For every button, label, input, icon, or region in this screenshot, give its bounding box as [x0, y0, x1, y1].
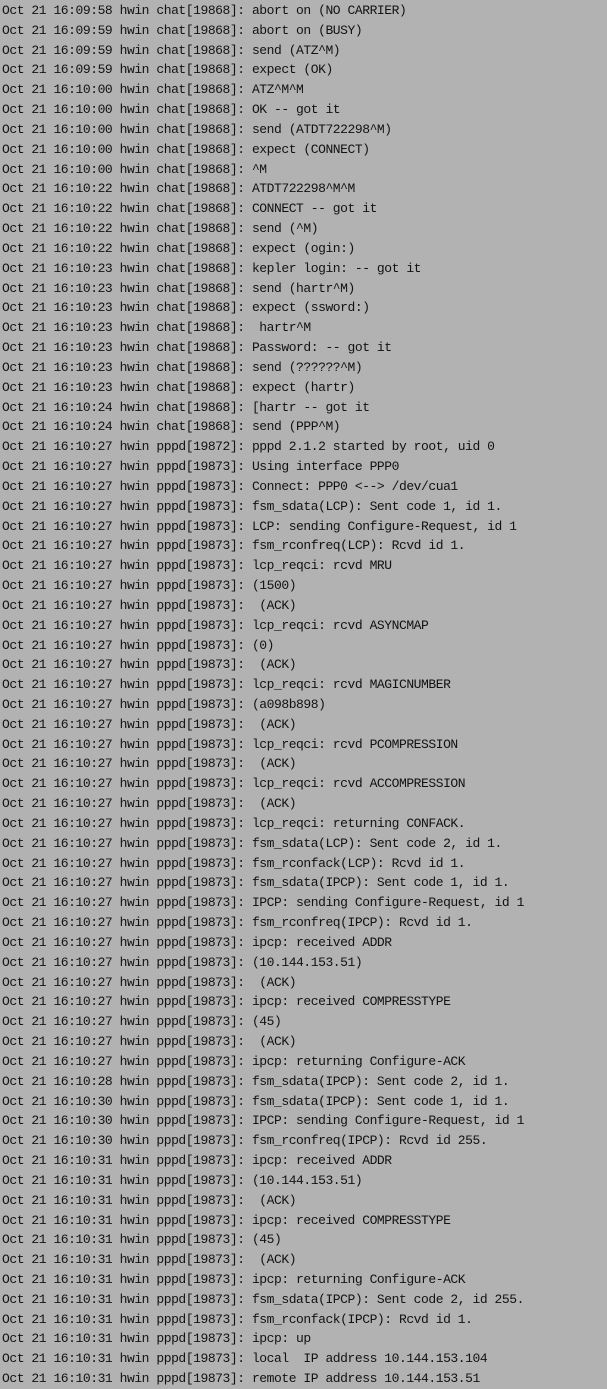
- log-line: Oct 21 16:10:23 hwin chat[19868]: kepler login: -- got it: [2, 260, 422, 276]
- log-line: Oct 21 16:10:27 hwin pppd[19873]: (45): [2, 1014, 282, 1030]
- log-line: Oct 21 16:10:27 hwin pppd[19873]: lcp_reqci: rcvd MAGICNUMBER: [2, 677, 451, 693]
- log-line: Oct 21 16:10:27 hwin pppd[19873]: (a098b898): [2, 696, 326, 712]
- log-line: Oct 21 16:10:27 hwin pppd[19873]: fsm_sdata(LCP): Sent code 2, id 1.: [2, 835, 502, 851]
- log-line: Oct 21 16:10:27 hwin pppd[19873]: (1500): [2, 578, 297, 594]
- log-line: Oct 21 16:10:27 hwin pppd[19872]: pppd 2.1.2 started by root, uid 0: [2, 439, 495, 455]
- log-line: Oct 21 16:10:27 hwin pppd[19873]: fsm_rconfreq(IPCP): Rcvd id 1.: [2, 915, 473, 931]
- log-line: Oct 21 16:10:27 hwin pppd[19873]: lcp_reqci: rcvd PCOMPRESSION: [2, 736, 458, 752]
- log-line: Oct 21 16:10:31 hwin pppd[19873]: local IP address 10.144.153.104: [2, 1351, 488, 1367]
- log-line: Oct 21 16:10:27 hwin pppd[19873]: ipcp: received ADDR: [2, 934, 392, 950]
- log-line: Oct 21 16:10:27 hwin pppd[19873]: (ACK): [2, 796, 297, 812]
- log-line: Oct 21 16:10:00 hwin chat[19868]: ATZ^M^M: [2, 82, 304, 98]
- log-line: Oct 21 16:10:30 hwin pppd[19873]: fsm_rconfreq(IPCP): Rcvd id 255.: [2, 1133, 488, 1149]
- log-line: Oct 21 16:10:00 hwin chat[19868]: send (ATDT722298^M): [2, 121, 392, 137]
- log-line: Oct 21 16:10:27 hwin pppd[19873]: ipcp: received COMPRESSTYPE: [2, 994, 451, 1010]
- log-line: Oct 21 16:10:27 hwin pppd[19873]: lcp_reqci: returning CONFACK.: [2, 815, 466, 831]
- log-line: Oct 21 16:10:27 hwin pppd[19873]: LCP: sending Configure-Request, id 1: [2, 518, 517, 534]
- log-line: Oct 21 16:10:23 hwin chat[19868]: expect (ssword:): [2, 300, 370, 316]
- log-line: Oct 21 16:10:22 hwin chat[19868]: send (^M): [2, 221, 319, 237]
- log-line: Oct 21 16:10:31 hwin pppd[19873]: ipcp: received ADDR: [2, 1153, 392, 1169]
- log-line: Oct 21 16:10:27 hwin pppd[19873]: fsm_sdata(LCP): Sent code 1, id 1.: [2, 498, 502, 514]
- log-line: Oct 21 16:10:27 hwin pppd[19873]: (ACK): [2, 657, 297, 673]
- log-line: Oct 21 16:10:00 hwin chat[19868]: ^M: [2, 161, 267, 177]
- log-line: Oct 21 16:10:27 hwin pppd[19873]: (0): [2, 637, 274, 653]
- log-line: Oct 21 16:09:59 hwin chat[19868]: abort on (BUSY): [2, 22, 363, 38]
- log-line: Oct 21 16:10:23 hwin chat[19868]: Password: -- got it: [2, 340, 392, 356]
- log-line: Oct 21 16:10:30 hwin pppd[19873]: IPCP: sending Configure-Request, id 1: [2, 1113, 524, 1129]
- log-line: Oct 21 16:10:27 hwin pppd[19873]: (ACK): [2, 974, 297, 990]
- log-line: Oct 21 16:10:24 hwin chat[19868]: [hartr -- got it: [2, 399, 370, 415]
- log-line: Oct 21 16:09:59 hwin chat[19868]: send (ATZ^M): [2, 42, 341, 58]
- log-line: Oct 21 16:10:27 hwin pppd[19873]: (ACK): [2, 756, 297, 772]
- log-line: Oct 21 16:10:27 hwin pppd[19873]: (ACK): [2, 716, 297, 732]
- log-line: Oct 21 16:10:00 hwin chat[19868]: OK -- got it: [2, 102, 341, 118]
- log-line: Oct 21 16:10:23 hwin chat[19868]: send (??????^M): [2, 359, 363, 375]
- log-line: Oct 21 16:10:27 hwin pppd[19873]: ipcp: returning Configure-ACK: [2, 1053, 466, 1069]
- log-line: Oct 21 16:10:31 hwin pppd[19873]: ipcp: received COMPRESSTYPE: [2, 1212, 451, 1228]
- log-line: Oct 21 16:10:27 hwin pppd[19873]: fsm_rconfack(LCP): Rcvd id 1.: [2, 855, 466, 871]
- log-line: Oct 21 16:10:31 hwin pppd[19873]: (ACK): [2, 1192, 297, 1208]
- log-line: Oct 21 16:10:31 hwin pppd[19873]: (45): [2, 1232, 282, 1248]
- log-line: Oct 21 16:10:22 hwin chat[19868]: ATDT722298^M^M: [2, 181, 355, 197]
- log-line: Oct 21 16:10:31 hwin pppd[19873]: (ACK): [2, 1252, 297, 1268]
- log-line: Oct 21 16:10:27 hwin pppd[19873]: (ACK): [2, 597, 297, 613]
- log-line: Oct 21 16:10:27 hwin pppd[19873]: lcp_reqci: rcvd ASYNCMAP: [2, 617, 429, 633]
- log-line: Oct 21 16:10:30 hwin pppd[19873]: fsm_sdata(IPCP): Sent code 1, id 1.: [2, 1093, 510, 1109]
- log-line: Oct 21 16:10:27 hwin pppd[19873]: Connect: PPP0 <--> /dev/cua1: [2, 478, 458, 494]
- log-line: Oct 21 16:10:22 hwin chat[19868]: expect (ogin:): [2, 240, 355, 256]
- log-line: Oct 21 16:10:23 hwin chat[19868]: expect (hartr): [2, 379, 355, 395]
- log-line: Oct 21 16:10:24 hwin chat[19868]: send (PPP^M): [2, 419, 341, 435]
- log-line: Oct 21 16:10:31 hwin pppd[19873]: ipcp: up: [2, 1331, 311, 1347]
- log-line: Oct 21 16:10:27 hwin pppd[19873]: IPCP: sending Configure-Request, id 1: [2, 895, 524, 911]
- log-line: Oct 21 16:10:31 hwin pppd[19873]: ipcp: returning Configure-ACK: [2, 1272, 466, 1287]
- log-line: Oct 21 16:10:27 hwin pppd[19873]: lcp_reqci: rcvd ACCOMPRESSION: [2, 776, 466, 792]
- log-line: Oct 21 16:10:23 hwin chat[19868]: send (hartr^M): [2, 280, 355, 296]
- log-line: Oct 21 16:10:31 hwin pppd[19873]: fsm_sdata(IPCP): Sent code 2, id 255.: [2, 1291, 524, 1307]
- log-line: Oct 21 16:10:28 hwin pppd[19873]: fsm_sdata(IPCP): Sent code 2, id 1.: [2, 1073, 510, 1089]
- log-line: Oct 21 16:10:22 hwin chat[19868]: CONNECT -- got it: [2, 201, 377, 217]
- log-line: Oct 21 16:10:27 hwin pppd[19873]: (ACK): [2, 1034, 297, 1050]
- log-output: [2, 1, 607, 1389]
- log-line: Oct 21 16:10:27 hwin pppd[19873]: Using interface PPP0: [2, 459, 399, 475]
- log-line: Oct 21 16:10:31 hwin pppd[19873]: (10.144.153.51): [2, 1172, 363, 1188]
- log-line: Oct 21 16:10:23 hwin chat[19868]: hartr^M: [2, 320, 311, 336]
- log-line: Oct 21 16:10:31 hwin pppd[19873]: remote IP address 10.144.153.51: [2, 1371, 480, 1387]
- log-line: Oct 21 16:10:27 hwin pppd[19873]: (10.144.153.51): [2, 954, 363, 970]
- log-line: Oct 21 16:10:27 hwin pppd[19873]: fsm_sdata(IPCP): Sent code 1, id 1.: [2, 875, 510, 891]
- log-line: Oct 21 16:10:31 hwin pppd[19873]: fsm_rconfack(IPCP): Rcvd id 1.: [2, 1311, 473, 1327]
- log-line: Oct 21 16:09:58 hwin chat[19868]: abort on (NO CARRIER): [2, 3, 407, 18]
- log-line: Oct 21 16:10:27 hwin pppd[19873]: lcp_reqci: rcvd MRU: [2, 558, 392, 574]
- log-line: Oct 21 16:09:59 hwin chat[19868]: expect (OK): [2, 62, 333, 78]
- log-line: Oct 21 16:10:27 hwin pppd[19873]: fsm_rconfreq(LCP): Rcvd id 1.: [2, 538, 466, 554]
- log-line: Oct 21 16:10:00 hwin chat[19868]: expect (CONNECT): [2, 141, 370, 157]
